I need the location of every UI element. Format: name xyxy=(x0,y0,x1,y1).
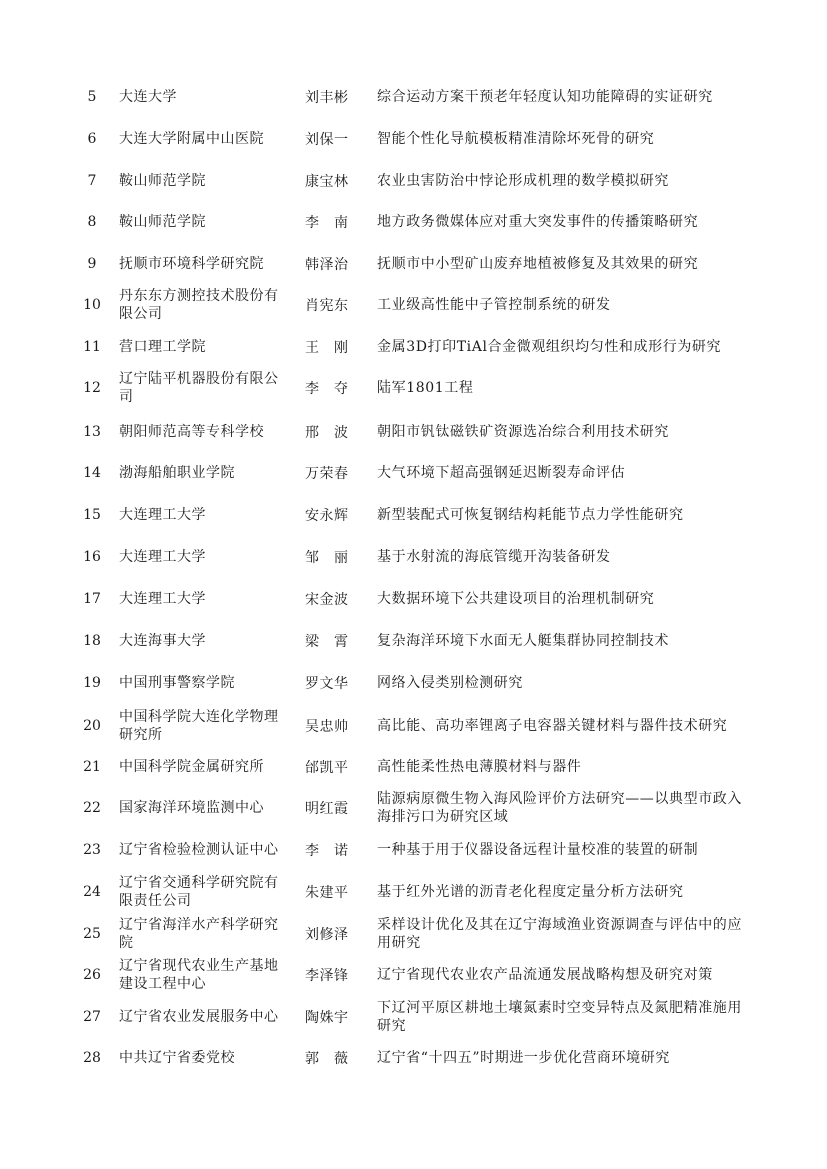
person-cell: 王 刚 xyxy=(305,340,349,356)
table-row xyxy=(0,244,827,284)
table-row xyxy=(0,368,827,408)
organization-cell: 辽宁省农业发展服务中心 xyxy=(119,1009,279,1025)
organization-cell: 辽宁省检验检测认证中心 xyxy=(119,842,279,858)
person-cell: 陶姝宇 xyxy=(305,1010,349,1026)
table-row xyxy=(0,747,827,787)
organization-cell: 大连理工大学 xyxy=(119,507,206,523)
table-row xyxy=(0,119,827,159)
project-title-cell: 下辽河平原区耕地土壤氮素时空变异特点及氮肥精准施用研究 xyxy=(377,1000,742,1034)
person-cell: 刘修泽 xyxy=(305,927,349,943)
person-cell: 梁 霄 xyxy=(305,634,349,650)
row-number: 15 xyxy=(83,507,101,523)
project-title-cell: 抚顺市中小型矿山废弃地植被修复及其效果的研究 xyxy=(377,256,699,272)
table-row xyxy=(0,788,827,828)
organization-cell: 鞍山师范学院 xyxy=(119,173,206,189)
table-row xyxy=(0,914,827,954)
person-cell: 宋金波 xyxy=(305,592,349,608)
project-title-cell: 综合运动方案干预老年轻度认知功能障碍的实证研究 xyxy=(377,89,713,105)
row-number: 9 xyxy=(87,256,97,272)
person-cell: 吴忠帅 xyxy=(305,719,349,735)
table-row xyxy=(0,537,827,577)
table-row xyxy=(0,872,827,912)
project-title-cell: 农业虫害防治中悖论形成机理的数学模拟研究 xyxy=(377,173,669,189)
row-number: 20 xyxy=(83,718,101,734)
project-title-cell: 工业级高性能中子管控制系统的研发 xyxy=(377,297,611,313)
person-cell: 韩泽治 xyxy=(305,257,349,273)
person-cell: 李 诺 xyxy=(305,843,349,859)
organization-cell: 国家海洋环境监测中心 xyxy=(119,800,264,816)
row-number: 25 xyxy=(83,926,101,942)
row-number: 8 xyxy=(87,214,97,230)
person-cell: 李 夺 xyxy=(305,381,349,397)
project-title-cell: 朝阳市钒钛磁铁矿资源选冶综合利用技术研究 xyxy=(377,424,669,440)
organization-cell: 大连大学 xyxy=(119,89,177,105)
organization-cell: 中国刑事警察学院 xyxy=(119,675,235,691)
person-cell: 罗文华 xyxy=(305,676,349,692)
table-row xyxy=(0,285,827,325)
person-cell: 邹 丽 xyxy=(305,550,349,566)
project-title-cell: 陆源病原微生物入海风险评价方法研究——以典型市政入海排污口为研究区域 xyxy=(377,791,742,825)
project-title-cell: 一种基于用于仪器设备远程计量校准的装置的研制 xyxy=(377,842,699,858)
row-number: 5 xyxy=(87,89,97,105)
person-cell: 明红霞 xyxy=(305,801,349,817)
organization-cell: 鞍山师范学院 xyxy=(119,214,206,230)
table-row xyxy=(0,830,827,870)
organization-cell: 朝阳师范高等专科学校 xyxy=(119,424,264,440)
person-cell: 肖宪东 xyxy=(305,298,349,314)
project-title-cell: 基于红外光谱的沥青老化程度定量分析方法研究 xyxy=(377,884,684,900)
table-row xyxy=(0,621,827,661)
row-number: 19 xyxy=(83,675,101,691)
row-number: 12 xyxy=(83,380,101,396)
project-title-cell: 大数据环境下公共建设项目的治理机制研究 xyxy=(377,591,655,607)
row-number: 26 xyxy=(83,967,101,983)
project-title-cell: 辽宁省“十四五”时期进一步优化营商环境研究 xyxy=(377,1050,670,1066)
project-title-cell: 大气环境下超高强钢延迟断裂寿命评估 xyxy=(377,465,626,481)
project-title-cell: 高性能柔性热电薄膜材料与器件 xyxy=(377,759,582,775)
row-number: 17 xyxy=(83,591,101,607)
table-row xyxy=(0,706,827,746)
person-cell: 李 南 xyxy=(305,215,349,231)
organization-cell: 营口理工学院 xyxy=(119,339,206,355)
table-row xyxy=(0,412,827,452)
person-cell: 邰凯平 xyxy=(305,760,349,776)
organization-cell: 大连理工大学 xyxy=(119,549,206,565)
table-row xyxy=(0,77,827,117)
table-row xyxy=(0,453,827,493)
row-number: 11 xyxy=(83,339,101,355)
person-cell: 刘丰彬 xyxy=(305,90,349,106)
project-title-cell: 金属3D打印TiAl合金微观组织均匀性和成形行为研究 xyxy=(377,339,722,355)
organization-cell: 辽宁省交通科学研究院有限责任公司 xyxy=(119,875,279,909)
project-title-cell: 复杂海洋环境下水面无人艇集群协同控制技术 xyxy=(377,633,669,649)
row-number: 28 xyxy=(83,1050,101,1066)
person-cell: 李泽锋 xyxy=(305,968,349,984)
row-number: 10 xyxy=(83,297,101,313)
project-title-cell: 陆军1801工程 xyxy=(377,380,474,396)
row-number: 7 xyxy=(87,173,97,189)
organization-cell: 辽宁省现代农业生产基地建设工程中心 xyxy=(119,958,279,992)
project-title-cell: 采样设计优化及其在辽宁海域渔业资源调查与评估中的应用研究 xyxy=(377,917,742,951)
person-cell: 刘保一 xyxy=(305,132,349,148)
table-row xyxy=(0,579,827,619)
organization-cell: 中国科学院金属研究所 xyxy=(119,759,264,775)
row-number: 23 xyxy=(83,842,101,858)
project-title-cell: 基于水射流的海底管缆开沟装备研发 xyxy=(377,549,611,565)
project-title-cell: 网络入侵类别检测研究 xyxy=(377,675,523,691)
table-row xyxy=(0,955,827,995)
project-title-cell: 新型装配式可恢复钢结构耗能节点力学性能研究 xyxy=(377,507,684,523)
row-number: 22 xyxy=(83,800,101,816)
person-cell: 安永辉 xyxy=(305,508,349,524)
organization-cell: 辽宁陆平机器股份有限公司 xyxy=(119,371,279,405)
row-number: 27 xyxy=(83,1009,101,1025)
row-number: 21 xyxy=(83,759,101,775)
project-title-cell: 高比能、高功率锂离子电容器关键材料与器件技术研究 xyxy=(377,718,728,734)
table-row xyxy=(0,495,827,535)
organization-cell: 辽宁省海洋水产科学研究院 xyxy=(119,917,279,951)
organization-cell: 大连海事大学 xyxy=(119,633,206,649)
person-cell: 朱建平 xyxy=(305,885,349,901)
person-cell: 康宝林 xyxy=(305,174,349,190)
project-title-cell: 智能个性化导航模板精准清除坏死骨的研究 xyxy=(377,131,655,147)
organization-cell: 大连理工大学 xyxy=(119,591,206,607)
table-row xyxy=(0,663,827,703)
organization-cell: 大连大学附属中山医院 xyxy=(119,131,264,147)
row-number: 24 xyxy=(83,884,101,900)
organization-cell: 渤海船舶职业学院 xyxy=(119,465,235,481)
table-row xyxy=(0,161,827,201)
organization-cell: 丹东东方测控技术股份有限公司 xyxy=(119,288,279,322)
person-cell: 万荣春 xyxy=(305,466,349,482)
row-number: 6 xyxy=(87,131,97,147)
row-number: 14 xyxy=(83,465,101,481)
project-title-cell: 地方政务微媒体应对重大突发事件的传播策略研究 xyxy=(377,214,699,230)
project-title-cell: 辽宁省现代农业农产品流通发展战略构想及研究对策 xyxy=(377,967,713,983)
organization-cell: 中国科学院大连化学物理研究所 xyxy=(119,709,279,743)
row-number: 13 xyxy=(83,424,101,440)
organization-cell: 抚顺市环境科学研究院 xyxy=(119,256,264,272)
table-row xyxy=(0,327,827,367)
organization-cell: 中共辽宁省委党校 xyxy=(119,1050,235,1066)
row-number: 18 xyxy=(83,633,101,649)
table-row xyxy=(0,997,827,1037)
table-row xyxy=(0,1038,827,1078)
table-row xyxy=(0,202,827,242)
row-number: 16 xyxy=(83,549,101,565)
person-cell: 邢 波 xyxy=(305,425,349,441)
person-cell: 郭 薇 xyxy=(305,1051,349,1067)
